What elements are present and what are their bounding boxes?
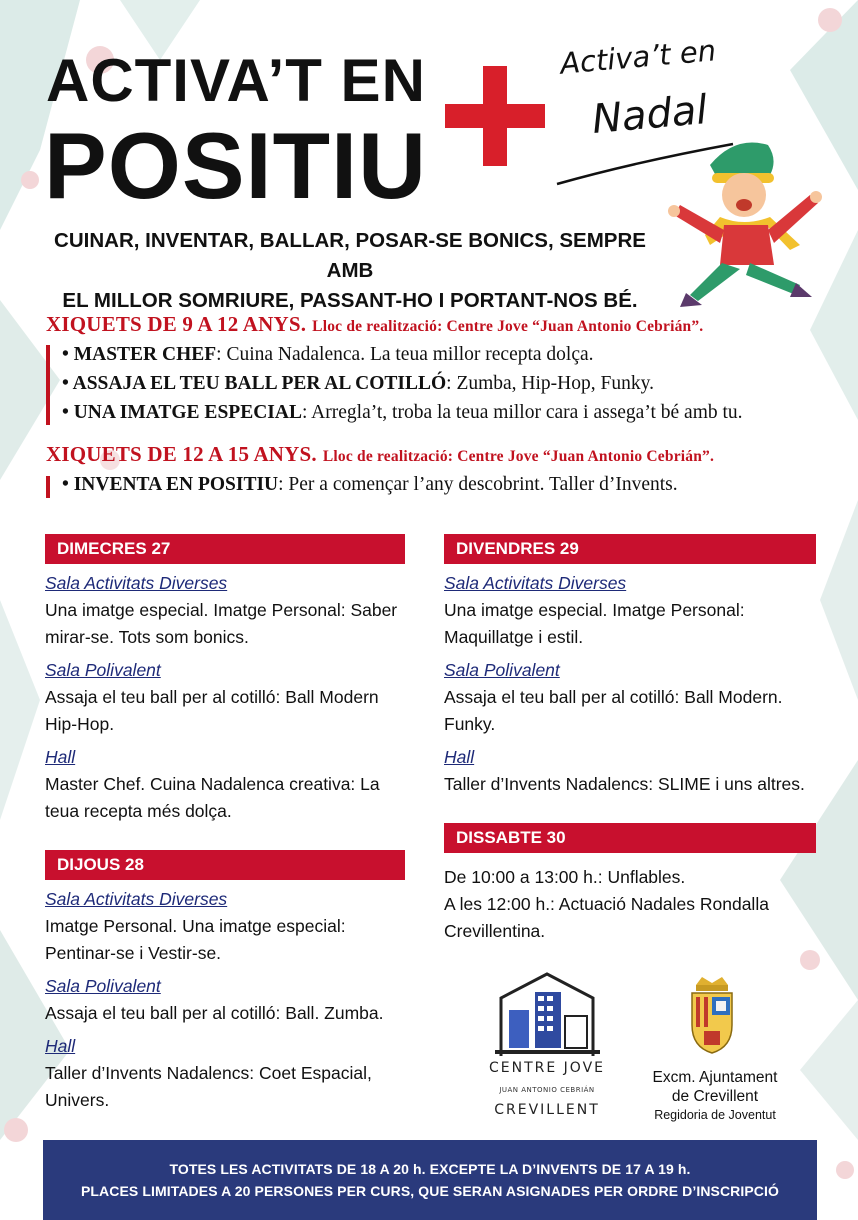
- age-group-title: XIQUETS DE 12 A 15 ANYS.: [46, 442, 317, 466]
- activity-item: [62, 344, 594, 366]
- accent-bar: [46, 476, 50, 498]
- day-schedule-dissabte: [444, 864, 834, 945]
- red-plus-icon: [445, 66, 545, 166]
- activity-item: [62, 373, 654, 395]
- room-name: Sala Polivalent: [45, 976, 161, 996]
- age-group-title: XIQUETS DE 9 A 12 ANYS.: [46, 312, 307, 336]
- activity-item: [62, 474, 678, 496]
- entry-text: Assaja el teu ball per al cotilló: Ball Modern: [45, 687, 379, 707]
- tagline-line-2: EL MILLOR SOMRIURE, PASSANT-HO I PORTANT-NOS BÉ.: [62, 289, 638, 312]
- schedule-entry: [45, 973, 410, 1027]
- title-line-2: POSITIU: [44, 113, 428, 218]
- entry-text: teua recepta més dolça.: [45, 801, 232, 821]
- age-group-heading-2: [46, 442, 714, 467]
- room-name: Sala Polivalent: [444, 660, 560, 680]
- ajuntament-name-line-1: Excm. Ajuntament: [652, 1069, 778, 1086]
- centre-jove-subtitle: JUAN ANTONIO CEBRIÁN: [499, 1086, 595, 1094]
- activity-name: • INVENTA EN POSITIU: [62, 474, 279, 495]
- activity-item: [62, 402, 743, 424]
- day-schedule-dimecres: [45, 570, 410, 831]
- schedule-entry: [444, 570, 834, 651]
- activity-name: • MASTER CHEF: [62, 344, 217, 365]
- room-name: Hall: [45, 747, 76, 767]
- day-schedule-divendres: [444, 570, 834, 804]
- room-name: Sala Activitats Diverses: [45, 889, 228, 909]
- schedule-entry: [444, 657, 834, 738]
- schedule-entry: [45, 1033, 410, 1114]
- entry-text: Taller d’Invents Nadalencs: SLIME i uns altres.: [444, 774, 805, 794]
- entry-text: Assaja el teu ball per al cotilló: Ball. Zumba.: [45, 1003, 384, 1023]
- entry-text: Taller d’Invents Nadalencs: Coet Espacial,: [45, 1063, 372, 1083]
- handwritten-line-1: Activa’t en: [558, 33, 718, 81]
- age-group-location: Lloc de realització: Centre Jove “Juan Antonio Cebrián”.: [312, 318, 704, 335]
- ajuntament-name-line-2: de Crevillent: [671, 1088, 759, 1105]
- schedule-entry: [45, 570, 410, 651]
- entry-text: Assaja el teu ball per al cotilló: Ball Modern.: [444, 687, 783, 707]
- entry-text: De 10:00 a 13:00 h.: Unflables.: [444, 867, 686, 887]
- title-line-1: ACTIVA’T EN: [46, 47, 426, 114]
- footer-line-2: PLACES LIMITADES A 20 PERSONES PER CURS, QUE SERAN ASIGNADES PER ORDRE D’INSCRIPCIÓ: [80, 1183, 780, 1199]
- centre-jove-name: CENTRE JOVE: [489, 1060, 605, 1076]
- room-name: Hall: [444, 747, 475, 767]
- entry-text: Master Chef. Cuina Nadalenca creativa: La: [45, 774, 380, 794]
- activity-desc: : Arregla’t, troba la teua millor cara i assega’t bé amb tu.: [301, 402, 743, 423]
- age-group-heading-1: [46, 312, 703, 337]
- schedule-entry: [444, 744, 834, 798]
- age-group-location: Lloc de realització: Centre Jove “Juan Antonio Cebrián”.: [322, 448, 715, 465]
- entry-text: Pentinar-se i Vestir-se.: [45, 943, 222, 963]
- activity-name: • UNA IMATGE ESPECIAL: [62, 402, 302, 423]
- day-schedule-dijous: [45, 886, 410, 1120]
- entry-text: Hip-Hop.: [45, 714, 115, 734]
- activity-desc: : Cuina Nadalenca. La teua millor recepta dolça.: [216, 344, 594, 365]
- room-name: Sala Activitats Diverses: [45, 573, 228, 593]
- centre-jove-town: CREVILLENT: [494, 1102, 600, 1118]
- entry-text: Crevillentina.: [444, 921, 546, 941]
- room-name: Sala Activitats Diverses: [444, 573, 627, 593]
- crevillent-coat-of-arms-icon: [688, 975, 736, 1055]
- entry-text: mirar-se. Tots som bonics.: [45, 627, 249, 647]
- tagline-line-1: CUINAR, INVENTAR, BALLAR, POSAR-SE BONICS, SEMPRE AMB: [54, 229, 646, 282]
- jumping-elf-illustration: [650, 135, 830, 310]
- entry-text: Una imatge especial. Imatge Personal:: [444, 600, 745, 620]
- entry-text: Funky.: [444, 714, 496, 734]
- entry-text: Univers.: [45, 1090, 110, 1110]
- accent-bar: [46, 345, 50, 425]
- footer-line-1: TOTES LES ACTIVITATS DE 18 A 20 h. EXCEPTE LA D’INVENTS DE 17 A 19 h.: [169, 1161, 691, 1177]
- day-header-divendres: DIVENDRES 29: [444, 534, 816, 564]
- entry-text: Imatge Personal. Una imatge especial:: [45, 916, 346, 936]
- centre-jove-logo-icon: [495, 970, 600, 1056]
- day-header-dimecres: DIMECRES 27: [45, 534, 405, 564]
- activity-desc: : Per a començar l’any descobrint. Taller d’Invents.: [278, 474, 678, 495]
- entry-text: A les 12:00 h.: Actuació Nadales Rondalla: [444, 894, 769, 914]
- schedule-entry: [45, 657, 410, 738]
- ajuntament-department: Regidoria de Joventut: [654, 1108, 776, 1122]
- handwritten-line-2: Nadal: [590, 87, 710, 143]
- schedule-entry: [45, 886, 410, 967]
- day-header-dissabte: DISSABTE 30: [444, 823, 816, 853]
- schedule-entry: [45, 744, 410, 825]
- footer-banner: [43, 1140, 817, 1220]
- day-header-dijous: DIJOUS 28: [45, 850, 405, 880]
- room-name: Hall: [45, 1036, 76, 1056]
- activity-name: • ASSAJA EL TEU BALL PER AL COTILLÓ: [62, 373, 447, 394]
- entry-text: Maquillatge i estil.: [444, 627, 584, 647]
- activity-desc: : Zumba, Hip-Hop, Funky.: [446, 373, 654, 394]
- entry-text: Una imatge especial. Imatge Personal: Saber: [45, 600, 398, 620]
- tagline: [30, 226, 670, 316]
- room-name: Sala Polivalent: [45, 660, 161, 680]
